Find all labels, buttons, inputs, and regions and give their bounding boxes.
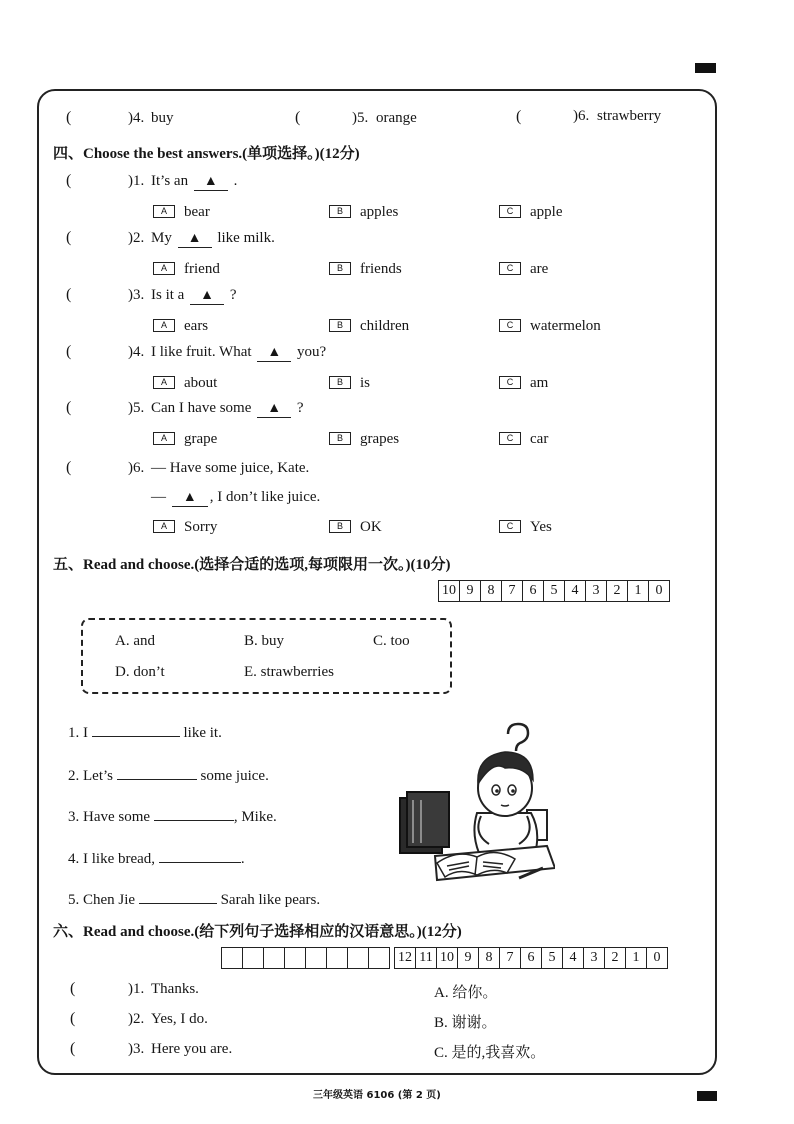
question-text: [151, 173, 237, 191]
triangle-icon: ▲: [203, 174, 218, 189]
option-text: bear: [184, 204, 210, 220]
score-cell[interactable]: 9: [459, 581, 480, 601]
option-text: grape: [184, 431, 218, 447]
option-a[interactable]: [153, 204, 210, 221]
answer-paren[interactable]: (: [516, 108, 522, 125]
option-text: car: [530, 431, 549, 447]
sentence-post: , Mike.: [233, 809, 277, 825]
question-number: )1.: [128, 173, 145, 189]
answer-blank[interactable]: [172, 489, 208, 507]
option-c[interactable]: [499, 204, 562, 221]
triangle-icon: ▲: [200, 288, 214, 303]
option-c[interactable]: [499, 261, 548, 278]
chinese-answer: C. 是的,我喜欢。: [434, 1045, 546, 1061]
answer-line[interactable]: [117, 765, 197, 780]
sentence: [68, 806, 277, 826]
option-a[interactable]: [153, 318, 208, 335]
score-cell[interactable]: 6: [520, 948, 541, 968]
empty-score-cells: [221, 947, 390, 969]
sentence: [68, 848, 245, 868]
option-text: apples: [360, 204, 399, 220]
sentence: [68, 765, 269, 785]
sentence-pre: 5. Chen Jie: [68, 892, 136, 908]
option-text: watermelon: [530, 318, 601, 334]
option-text: ears: [184, 318, 209, 334]
option-c[interactable]: [499, 318, 601, 335]
answer-paren[interactable]: (: [66, 229, 72, 246]
option-letter-box: B: [329, 376, 351, 389]
option-text: is: [360, 375, 371, 391]
score-cell[interactable]: 7: [501, 581, 522, 601]
option-c[interactable]: [499, 375, 548, 392]
option-letter-box: C: [499, 262, 521, 275]
option-text: friends: [360, 261, 402, 277]
sentence-pre: 4. I like bread,: [68, 851, 156, 867]
option-a[interactable]: [153, 519, 217, 536]
question-line-1: — Have some juice, Kate.: [151, 460, 310, 476]
score-cell[interactable]: 3: [585, 581, 606, 601]
boy-thinking-illustration: [395, 718, 555, 883]
option-b[interactable]: [329, 431, 399, 448]
question-text: Thanks.: [151, 981, 199, 997]
empty-score-cell[interactable]: [263, 948, 284, 968]
option-text: children: [360, 318, 410, 334]
answer-paren[interactable]: (: [66, 459, 72, 476]
answer-paren[interactable]: (: [70, 1010, 76, 1027]
sentence-post: .: [240, 851, 245, 867]
score-cell[interactable]: 8: [478, 948, 499, 968]
word-choice: E. strawberries: [244, 664, 334, 680]
empty-score-cell[interactable]: [305, 948, 326, 968]
score-box: [394, 947, 668, 969]
option-b[interactable]: [329, 204, 398, 221]
option-a[interactable]: [153, 431, 217, 448]
empty-score-cell[interactable]: [347, 948, 368, 968]
item-number: )4.: [128, 110, 145, 126]
answer-line[interactable]: [154, 806, 234, 821]
dash: —: [151, 489, 166, 505]
score-cell[interactable]: 1: [627, 581, 648, 601]
score-cell[interactable]: 12: [398, 950, 412, 965]
answer-paren[interactable]: (: [66, 109, 72, 126]
score-box: [438, 580, 670, 602]
question-text: [151, 400, 304, 418]
triangle-icon: ▲: [267, 401, 282, 416]
answer-blank[interactable]: [190, 287, 224, 305]
question-number: )5.: [128, 400, 145, 416]
triangle-icon: ▲: [187, 231, 202, 246]
score-cell[interactable]: 0: [648, 581, 669, 601]
score-cell[interactable]: 10: [436, 948, 457, 968]
score-cell[interactable]: 2: [606, 581, 627, 601]
empty-score-cell[interactable]: [368, 948, 389, 968]
score-cell[interactable]: 4: [562, 948, 583, 968]
option-letter-box: B: [329, 520, 351, 533]
option-text: am: [530, 375, 549, 391]
option-letter-box: B: [329, 432, 351, 445]
answer-blank[interactable]: [257, 344, 291, 362]
question-number: )3.: [128, 287, 145, 303]
score-cell[interactable]: 10: [442, 583, 456, 598]
triangle-icon: ▲: [267, 345, 282, 360]
option-text: about: [184, 375, 218, 391]
answer-paren[interactable]: (: [70, 980, 76, 997]
question-pre: It’s an: [151, 173, 189, 189]
section-4-title: 四、Choose the best answers.(单项选择。)(12分): [53, 146, 360, 162]
section-6-title: 六、Read and choose.(给下列句子选择相应的汉语意思。)(12分): [53, 924, 462, 940]
answer-line[interactable]: [139, 889, 217, 904]
books-icon: [400, 792, 449, 853]
item-number: )6.: [573, 108, 590, 124]
question-post: ?: [229, 287, 237, 303]
score-cell[interactable]: 3: [583, 948, 604, 968]
item-number: )5.: [352, 110, 369, 126]
sentence-pre: 1. I: [68, 725, 88, 741]
option-letter-box: A: [153, 262, 175, 275]
option-letter-box: A: [153, 376, 175, 389]
score-cell[interactable]: 0: [646, 948, 667, 968]
option-b[interactable]: [329, 375, 370, 392]
word-choice: C. too: [373, 633, 410, 649]
option-letter-box: B: [329, 319, 351, 332]
question-number: )4.: [128, 344, 145, 360]
option-c[interactable]: [499, 519, 552, 536]
question-pre: Is it a: [151, 287, 185, 303]
word-bank: [81, 618, 452, 694]
word-choice: D. don’t: [115, 664, 165, 680]
option-letter-box: C: [499, 319, 521, 332]
option-b[interactable]: [329, 261, 402, 278]
question-text: Here you are.: [151, 1041, 233, 1057]
option-text: Yes: [530, 519, 552, 535]
option-b[interactable]: [329, 318, 409, 335]
option-b[interactable]: [329, 519, 382, 536]
question-post: , I don’t like juice.: [209, 489, 321, 505]
option-text: OK: [360, 519, 382, 535]
sentence-post: some juice.: [200, 768, 269, 784]
question-pre: I like fruit. What: [151, 344, 252, 360]
page-footer: 三年级英语 6106 (第 2 页): [313, 1090, 441, 1101]
answer-paren[interactable]: (: [66, 286, 72, 303]
option-letter-box: B: [329, 205, 351, 218]
question-post: .: [233, 173, 238, 189]
sentence-post: like it.: [183, 725, 222, 741]
question-number: )2.: [128, 1011, 145, 1027]
score-cell[interactable]: 4: [564, 581, 585, 601]
option-a[interactable]: [153, 261, 220, 278]
option-a[interactable]: [153, 375, 217, 392]
question-number: )2.: [128, 230, 145, 246]
empty-score-cell[interactable]: [242, 948, 263, 968]
sentence-pre: 3. Have some: [68, 809, 151, 825]
word-choice: B. buy: [244, 633, 285, 649]
score-cell[interactable]: 7: [499, 948, 520, 968]
question-number: )3.: [128, 1041, 145, 1057]
option-c[interactable]: [499, 431, 548, 448]
item-word: buy: [151, 110, 174, 126]
triangle-icon: ▲: [182, 490, 197, 505]
sentence: [68, 889, 320, 909]
option-letter-box: C: [499, 376, 521, 389]
score-cell[interactable]: 5: [541, 948, 562, 968]
sentence-pre: 2. Let’s: [68, 768, 113, 784]
empty-score-cell[interactable]: [284, 948, 305, 968]
question-pre: Can I have some: [151, 400, 252, 416]
answer-line[interactable]: [92, 722, 180, 737]
registration-mark-bottom: [697, 1091, 717, 1101]
section-5-title: 五、Read and choose.(选择合适的选项,每项限用一次。)(10分): [53, 557, 451, 573]
option-letter-box: A: [153, 319, 175, 332]
chinese-answer: B. 谢谢。: [434, 1015, 497, 1031]
option-letter-box: C: [499, 205, 521, 218]
option-text: are: [530, 261, 549, 277]
score-cell[interactable]: 6: [522, 581, 543, 601]
score-cell[interactable]: 9: [457, 948, 478, 968]
question-post: ?: [296, 400, 304, 416]
question-text: [151, 287, 237, 305]
item-word: orange: [376, 110, 417, 126]
option-text: friend: [184, 261, 220, 277]
question-text: Yes, I do.: [151, 1011, 208, 1027]
option-letter-box: C: [499, 432, 521, 445]
answer-line[interactable]: [159, 848, 241, 863]
question-post: like milk.: [217, 230, 275, 246]
question-text: [151, 230, 275, 248]
answer-paren[interactable]: (: [295, 109, 301, 126]
option-letter-box: A: [153, 205, 175, 218]
option-letter-box: C: [499, 520, 521, 533]
answer-paren[interactable]: (: [70, 1040, 76, 1057]
score-cell[interactable]: 1: [625, 948, 646, 968]
question-number: )6.: [128, 460, 145, 476]
question-line-2: [151, 489, 320, 507]
question-pre: My: [151, 230, 172, 246]
question-number: )1.: [128, 981, 145, 997]
empty-score-cell[interactable]: [222, 948, 242, 968]
answer-paren[interactable]: (: [66, 399, 72, 416]
answer-blank[interactable]: [178, 230, 212, 248]
answer-blank[interactable]: [257, 400, 291, 418]
question-post: you?: [297, 344, 327, 360]
word-choice: A. and: [115, 633, 155, 649]
question-text: [151, 344, 326, 362]
answer-paren[interactable]: (: [66, 343, 72, 360]
chinese-answer: A. 给你。: [434, 985, 498, 1001]
sentence-post: Sarah like pears.: [220, 892, 321, 908]
score-cell[interactable]: 5: [543, 581, 564, 601]
option-letter-box: B: [329, 262, 351, 275]
option-letter-box: A: [153, 432, 175, 445]
score-cell[interactable]: 2: [604, 948, 625, 968]
item-word: strawberry: [597, 108, 662, 124]
answer-paren[interactable]: (: [66, 172, 72, 189]
option-letter-box: A: [153, 520, 175, 533]
empty-score-cell[interactable]: [326, 948, 347, 968]
option-text: apple: [530, 204, 563, 220]
registration-mark-top: [695, 63, 716, 73]
option-text: grapes: [360, 431, 400, 447]
score-cell[interactable]: 11: [415, 948, 436, 968]
option-text: Sorry: [184, 519, 218, 535]
score-cell[interactable]: 8: [480, 581, 501, 601]
sentence: [68, 722, 222, 742]
answer-blank[interactable]: [194, 173, 228, 191]
